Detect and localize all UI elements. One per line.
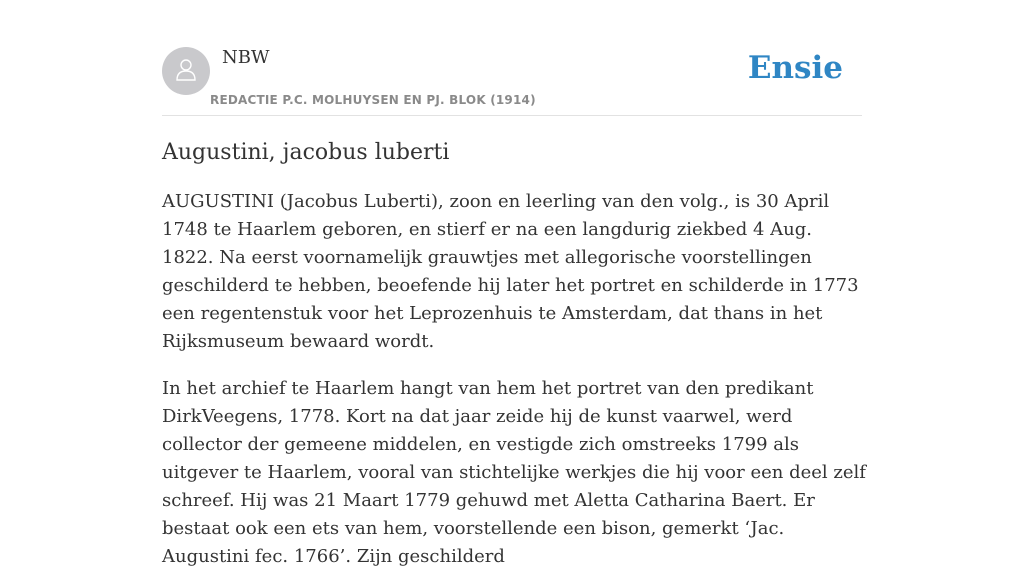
author-name[interactable]: NBW bbox=[222, 47, 270, 68]
article-header bbox=[162, 46, 862, 116]
avatar[interactable] bbox=[162, 47, 210, 95]
user-icon bbox=[172, 55, 200, 88]
article-title: Augustini, jacobus luberti bbox=[162, 140, 450, 165]
article-card bbox=[162, 46, 866, 571]
article-paragraph-2: In het archief te Haarlem hangt van hem het portret van den predikant DirkVeegens, 1778. Kort na dat jaar zeide hij de kunst vaarwel, werd collector der gemeene middelen, en vestigde zich omstreeks 1799 als uitgever te Haarlem, vooral van stichtelijke werkjes die hij voor een deel zelf schreef. Hij was 21 Maart 1779 gehuwd met Aletta Catharina Baert. Er bestaat ook een ets van hem, voorstellende een bison, gemerkt ‘Jac. Augustini fec. 1766’. Zijn geschilderd bbox=[162, 378, 866, 567]
article-paragraph-1: AUGUSTINI (Jacobus Luberti), zoon en leerling van den volg., is 30 April 1748 te Haarlem geboren, en stierf er na een langdurig ziekbed 4 Aug. 1822. Na eerst voornamelijk grauwtjes met allegorische voorstellingen geschilderd te hebben, beoefende hij later het portret en schilderde in 1773 een regentenstuk voor het Leprozenhuis te Amsterdam, dat thans in het Rijksmuseum bewaard wordt. bbox=[162, 191, 859, 352]
source-label: REDACTIE P.C. MOLHUYSEN EN PJ. BLOK (1914) bbox=[210, 93, 536, 107]
brand-logo[interactable]: Ensie bbox=[747, 50, 843, 86]
